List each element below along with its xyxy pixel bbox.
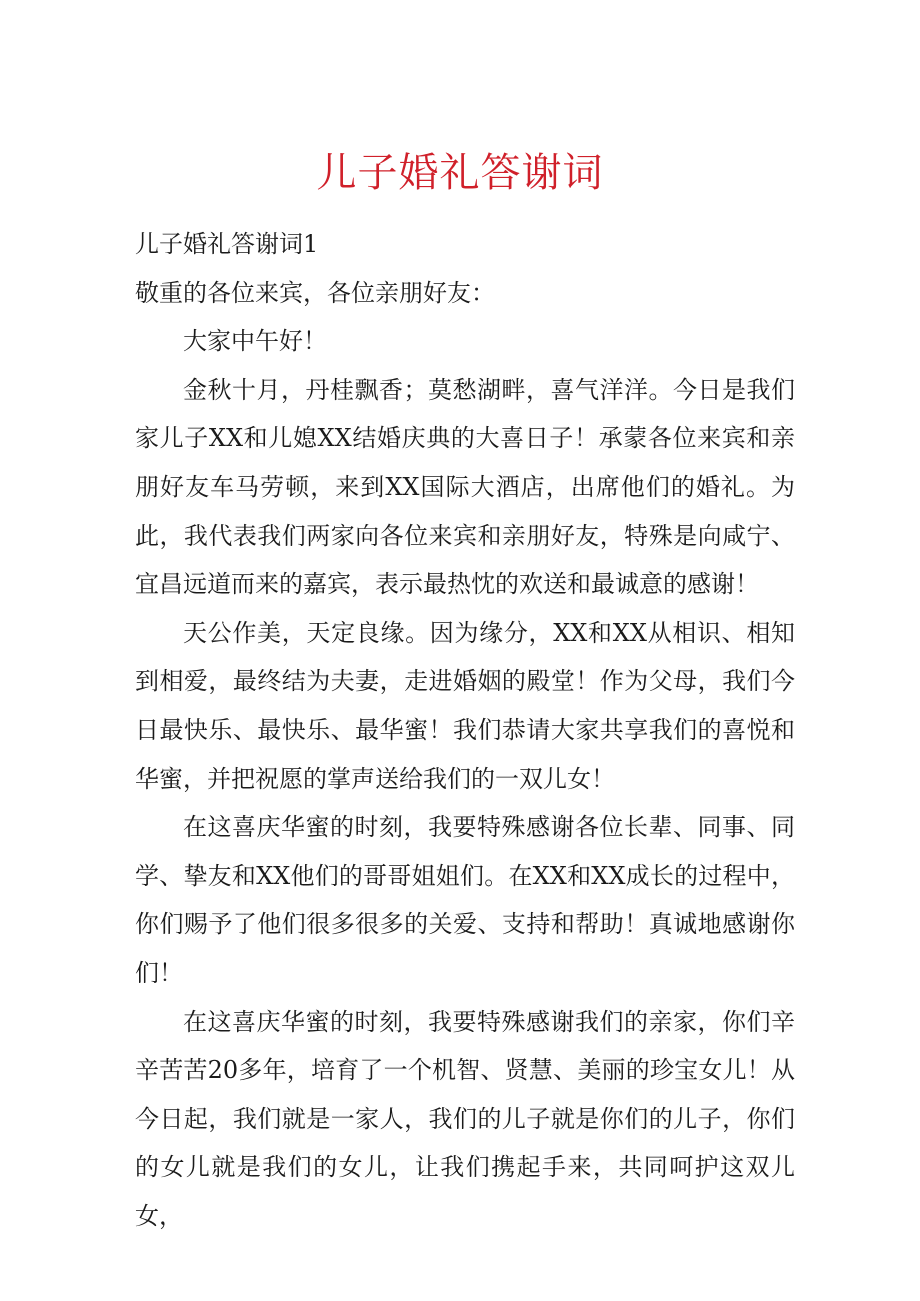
paragraph-greeting: 大家中午好！ (183, 327, 327, 356)
paragraph-thanks-in-laws: 在这喜庆华蜜的时刻，我要特殊感谢我们的亲家，你们辛辛苦苦20多年，培育了一个机智、贤慧、美丽的珍宝女儿！从今日起，我们就是一家人，我们的儿子就是你们的儿子，你们的女儿就是我们的女儿，让我们携起手来，共同呵护这双儿女， (135, 1007, 795, 1230)
document-body (135, 220, 795, 1240)
section-heading: 儿子婚礼答谢词1 (135, 230, 319, 258)
document-title: 儿子婚礼答谢词 (316, 150, 604, 196)
salutation: 敬重的各位来宾，各位亲朋好友： (135, 278, 495, 307)
paragraph-welcome: 金秋十月，丹桂飘香；莫愁湖畔，喜气洋洋。今日是我们家儿子XX和儿媳XX结婚庆典的大喜日子！承蒙各位来宾和亲朋好友车马劳顿，来到XX国际大酒店，出席他们的婚礼。为此，我代表我们两家向各位来宾和亲朋好友，特殊是向咸宁、宜昌远道而来的嘉宾，表示最热忱的欢送和最诚意的感谢！ (135, 375, 795, 599)
paragraph-destiny: 天公作美，天定良缘。因为缘分，XX和XX从相识、相知到相爱，最终结为夫妻，走进婚姻的殿堂！作为父母，我们今日最快乐、最快乐、最华蜜！我们恭请大家共享我们的喜悦和华蜜，并把祝愿的掌声送给我们的一双儿女！ (135, 618, 795, 793)
paragraph-thanks-elders: 在这喜庆华蜜的时刻，我要特殊感谢各位长辈、同事、同学、挚友和XX他们的哥哥姐姐们。在XX和XX成长的过程中，你们赐予了他们很多很多的关爱、支持和帮助！真诚地感谢你们！ (135, 813, 795, 987)
